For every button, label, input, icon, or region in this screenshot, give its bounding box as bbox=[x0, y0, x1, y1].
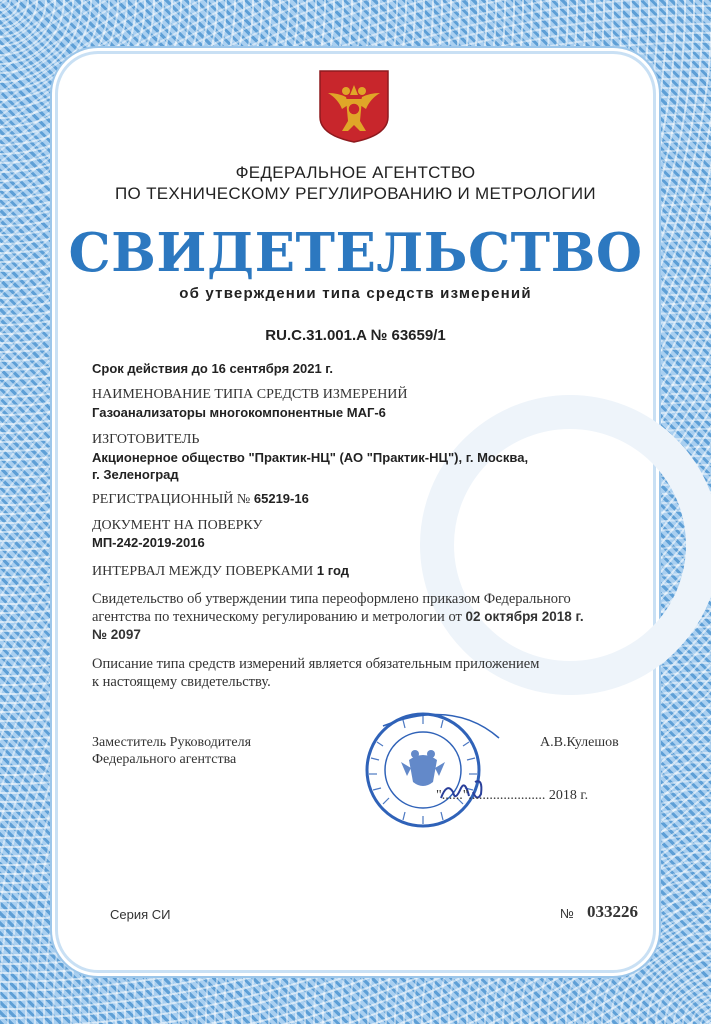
validity-date: Срок действия до 16 сентября 2021 г. bbox=[92, 361, 334, 376]
official-stamp bbox=[343, 702, 503, 830]
reissue-line2 bbox=[92, 608, 627, 626]
registration-label: РЕГИСТРАЦИОННЫЙ № bbox=[92, 492, 251, 507]
signatory-role-line2: Федерального агентства bbox=[92, 752, 237, 767]
interval-label: ИНТЕРВАЛ МЕЖДУ ПОВЕРКАМИ bbox=[92, 564, 314, 579]
description-paragraph bbox=[92, 655, 627, 691]
document-subtitle: об утверждении типа средств измерений bbox=[179, 285, 532, 302]
reissue-date: 02 октября 2018 г. bbox=[465, 609, 584, 624]
serial-number-label: № bbox=[560, 906, 574, 921]
description-line1: Описание типа средств измерений является обязательным приложением bbox=[92, 656, 540, 672]
signatory-name: А.В.Кулешов bbox=[540, 735, 619, 750]
serial-number: 033226 bbox=[587, 902, 638, 921]
reissue-line1: Свидетельство об утверждении типа переоформлено приказом Федерального bbox=[92, 591, 571, 607]
signatory-role-line1: Заместитель Руководителя bbox=[92, 735, 252, 750]
signature-date-line: "......"...................... 2018 г. bbox=[436, 788, 589, 803]
document-title: СВИДЕТЕЛЬСТВО bbox=[68, 222, 643, 284]
verification-doc-value: МП-242-2019-2016 bbox=[92, 535, 205, 550]
agency-name-line2: ПО ТЕХНИЧЕСКОМУ РЕГУЛИРОВАНИЮ И МЕТРОЛОГИИ bbox=[115, 184, 596, 203]
interval-value: 1 год bbox=[316, 563, 349, 578]
coat-of-arms-emblem bbox=[318, 69, 390, 143]
reissue-line2-text: агентства по техническому регулированию и метрологии от bbox=[92, 609, 462, 625]
verification-doc-label: ДОКУМЕНТ НА ПОВЕРКУ bbox=[92, 518, 263, 533]
manufacturer-label: ИЗГОТОВИТЕЛЬ bbox=[92, 432, 200, 447]
watermark-logo bbox=[420, 395, 711, 695]
type-name-label: НАИМЕНОВАНИЕ ТИПА СРЕДСТВ ИЗМЕРЕНИЙ bbox=[92, 387, 408, 402]
description-line2: к настоящему свидетельству. bbox=[92, 674, 271, 690]
manufacturer-value-line2: г. Зеленоград bbox=[92, 467, 179, 482]
interval-row bbox=[92, 563, 349, 580]
reissue-order-number: № 2097 bbox=[92, 627, 141, 642]
reissue-paragraph bbox=[92, 590, 627, 644]
registration-value: 65219-16 bbox=[253, 491, 309, 506]
registration-row bbox=[92, 491, 309, 508]
agency-name-line1: ФЕДЕРАЛЬНОЕ АГЕНТСТВО bbox=[235, 163, 476, 182]
series-label: Серия СИ bbox=[110, 907, 171, 922]
certificate-number: RU.C.31.001.A № 63659/1 bbox=[265, 327, 446, 344]
type-name-value: Газоанализаторы многокомпонентные МАГ-6 bbox=[92, 405, 386, 420]
manufacturer-value-line1: Акционерное общество "Практик-НЦ" (АО "Практик-НЦ"), г. Москва, bbox=[92, 450, 529, 465]
